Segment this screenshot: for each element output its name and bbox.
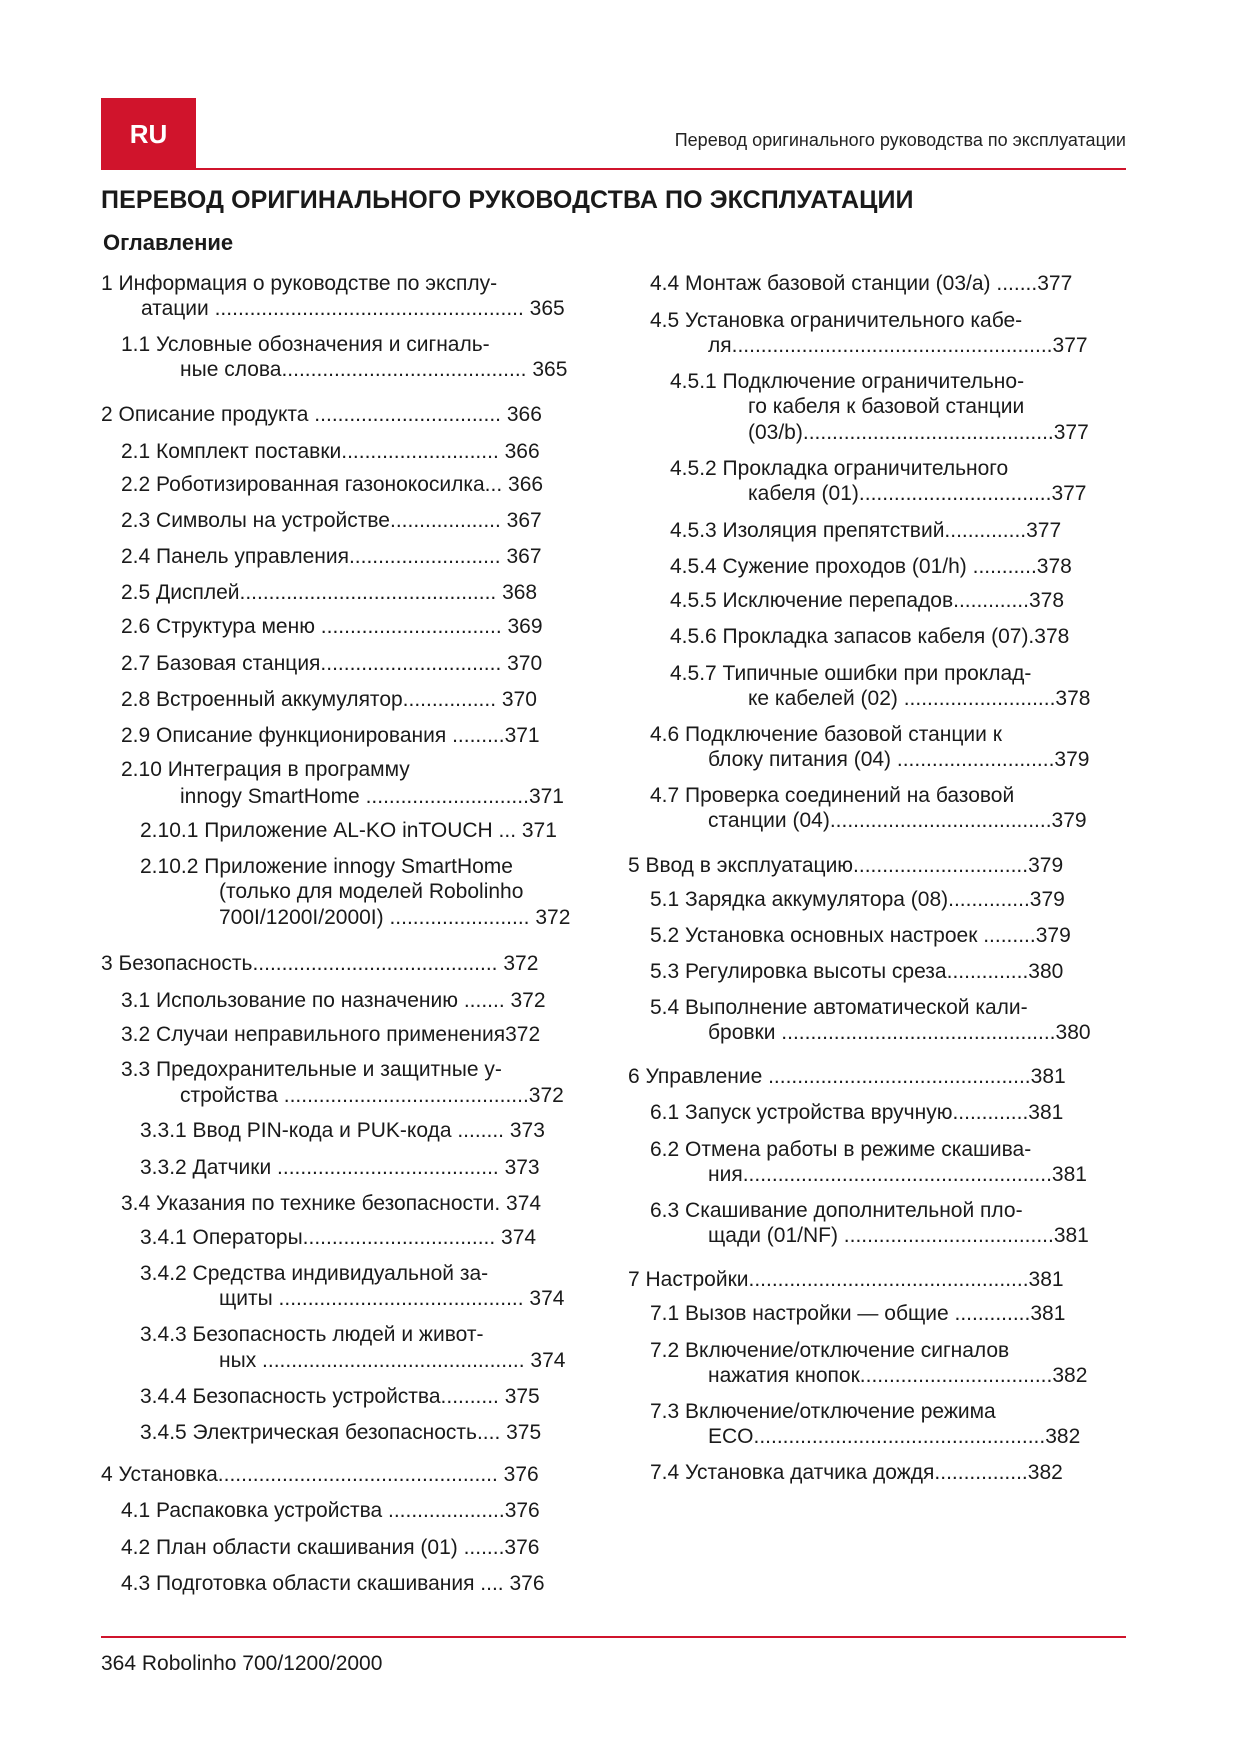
toc-entry[interactable]: 4.4 Монтаж базовой станции (03/a) .......377 (650, 272, 1073, 295)
toc-entry[interactable]: 4.7 Проверка соединений на базовой (650, 784, 1015, 807)
toc-entry[interactable]: 2.9 Описание функционирования .........371 (121, 724, 540, 747)
toc-entry[interactable]: 4.5.5 Исключение перепадов.............378 (670, 589, 1064, 612)
toc-entry[interactable]: 3.4.1 Операторы................................. 374 (140, 1226, 537, 1249)
toc-entry-cont[interactable]: ные слова.......................................... 365 (180, 358, 568, 381)
toc-entry-cont[interactable]: щади (01/NF) ....................................381 (708, 1224, 1089, 1247)
toc-entry[interactable]: 3 Безопасность.......................................... 372 (101, 952, 539, 975)
toc-entry-cont[interactable]: бровки ...............................................380 (708, 1021, 1091, 1044)
toc-entry[interactable]: 3.1 Использование по назначению ....... 372 (121, 989, 546, 1012)
toc-entry[interactable]: 4.5.1 Подключение ограничительно- (670, 370, 1025, 393)
toc-entry[interactable]: 4.5.7 Типичные ошибки при проклад- (670, 662, 1032, 685)
toc-entry[interactable]: 4.1 Распаковка устройства ....................376 (121, 1499, 540, 1522)
toc-entry-cont[interactable]: ля.......................................................377 (708, 334, 1088, 357)
toc-entry[interactable]: 5.3 Регулировка высоты среза..............380 (650, 960, 1064, 983)
toc-entry[interactable]: 6.2 Отмена работы в режиме скашива- (650, 1138, 1032, 1161)
toc-entry[interactable]: 3.3.2 Датчики ...................................... 373 (140, 1156, 540, 1179)
toc-entry[interactable]: 1.1 Условные обозначения и сигналь- (121, 333, 490, 356)
toc-entry[interactable]: 5.4 Выполнение автоматической кали- (650, 996, 1028, 1019)
toc-entry[interactable]: 6 Управление .............................................381 (628, 1065, 1066, 1088)
toc-entry[interactable]: 2.1 Комплект поставки........................... 366 (121, 440, 540, 463)
toc-entry[interactable]: 4.5 Установка ограничительного кабе- (650, 309, 1023, 332)
toc-entry[interactable]: 7.2 Включение/отключение сигналов (650, 1339, 1010, 1362)
toc-entry[interactable]: 2.8 Встроенный аккумулятор................ 370 (121, 688, 537, 711)
language-tab: RU (101, 98, 196, 170)
toc-entry[interactable]: 4.5.3 Изоляция препятствий..............377 (670, 519, 1062, 542)
toc-entry[interactable]: 3.4.3 Безопасность людей и живот- (140, 1323, 484, 1346)
page-footer: 364 Robolinho 700/1200/2000 (101, 1652, 383, 1675)
toc-entry[interactable]: 4.2 План области скашивания (01) .......376 (121, 1536, 540, 1559)
toc-entry-cont[interactable]: (только для моделей Robolinho (219, 880, 524, 903)
toc-entry[interactable]: 2.4 Панель управления.......................... 367 (121, 545, 542, 568)
toc-entry[interactable]: 4.5.4 Сужение проходов (01/h) ...........378 (670, 555, 1072, 578)
page-title: ПЕРЕВОД ОРИГИНАЛЬНОГО РУКОВОДСТВА ПО ЭКСПЛУАТАЦИИ (101, 186, 914, 214)
toc-entry[interactable]: 2.10.1 Приложение AL-KO inTOUCH ... 371 (140, 819, 557, 842)
toc-entry[interactable]: 7.1 Вызов настройки — общие .............381 (650, 1302, 1066, 1325)
toc-heading: Оглавление (103, 230, 234, 255)
toc-entry[interactable]: 1 Информация о руководстве по эксплу- (101, 272, 498, 295)
toc-entry[interactable]: 2.3 Символы на устройстве................... 367 (121, 509, 542, 532)
toc-entry[interactable]: 2.7 Базовая станция............................... 370 (121, 652, 543, 675)
toc-entry-cont[interactable]: нажатия кнопок.................................382 (708, 1364, 1088, 1387)
toc-entry[interactable]: 4.3 Подготовка области скашивания .... 376 (121, 1572, 545, 1595)
toc-entry-cont[interactable]: щиты .......................................... 374 (219, 1287, 565, 1310)
toc-entry-cont[interactable]: ния.....................................................381 (708, 1163, 1087, 1186)
toc-entry[interactable]: 3.4.2 Средства индивидуальной за- (140, 1262, 489, 1285)
toc-entry-cont[interactable]: атации ..................................................... 365 (141, 297, 565, 320)
toc-entry[interactable]: 6.3 Скашивание дополнительной пло- (650, 1199, 1023, 1222)
toc-entry-cont[interactable]: станции (04)......................................379 (708, 809, 1087, 832)
toc-entry-cont[interactable]: (03/b)...........................................377 (748, 421, 1089, 444)
toc-entry-cont[interactable]: innogy SmartHome ............................371 (180, 785, 564, 808)
toc-entry[interactable]: 6.1 Запуск устройства вручную.............381 (650, 1101, 1064, 1124)
toc-entry[interactable]: 4.6 Подключение базовой станции к (650, 723, 1002, 746)
footer-rule (101, 1636, 1126, 1638)
toc-entry[interactable]: 2.10.2 Приложение innogy SmartHome (140, 855, 513, 878)
toc-entry[interactable]: 2.6 Структура меню ............................... 369 (121, 615, 543, 638)
toc-entry[interactable]: 2 Описание продукта ................................ 366 (101, 403, 542, 426)
toc-entry-cont[interactable]: ке кабелей (02) ..........................378 (748, 687, 1091, 710)
toc-entry[interactable]: 7 Настройки................................................381 (628, 1268, 1064, 1291)
toc-entry[interactable]: 7.4 Установка датчика дождя................382 (650, 1461, 1063, 1484)
toc-entry[interactable]: 3.4 Указания по технике безопасности. 374 (121, 1192, 542, 1215)
running-header: Перевод оригинального руководства по эксплуатации (674, 130, 1126, 150)
toc-entry-cont[interactable]: блоку питания (04) ...........................379 (708, 748, 1090, 771)
toc-entry[interactable]: 4 Установка................................................ 376 (101, 1463, 539, 1486)
toc-entry[interactable]: 3.2 Случаи неправильного применения372 (121, 1023, 541, 1046)
toc-entry[interactable]: 2.10 Интеграция в программу (121, 758, 410, 781)
toc-entry[interactable]: 2.2 Роботизированная газонокосилка... 366 (121, 473, 544, 496)
toc-entry[interactable]: 4.5.6 Прокладка запасов кабеля (07).378 (670, 625, 1070, 648)
toc-entry[interactable]: 5.1 Зарядка аккумулятора (08)..............379 (650, 888, 1065, 911)
toc-entry[interactable]: 4.5.2 Прокладка ограничительного (670, 457, 1009, 480)
toc-entry[interactable]: 3.4.4 Безопасность устройства.......... 375 (140, 1385, 540, 1408)
toc-entry-cont[interactable]: кабеля (01).................................377 (748, 482, 1087, 505)
toc-entry[interactable]: 2.5 Дисплей............................................ 368 (121, 581, 538, 604)
toc-entry-cont[interactable]: ECO..................................................382 (708, 1425, 1081, 1448)
toc-entry[interactable]: 3.3.1 Ввод PIN-кода и PUK-кода ........ 373 (140, 1119, 545, 1142)
toc-entry[interactable]: 3.4.5 Электрическая безопасность.... 375 (140, 1421, 542, 1444)
toc-entry[interactable]: 7.3 Включение/отключение режима (650, 1400, 996, 1423)
toc-entry-cont[interactable]: 700I/1200I/2000I) ........................ 372 (219, 906, 571, 929)
toc-entry[interactable]: 5.2 Установка основных настроек .........379 (650, 924, 1071, 947)
header-rule (101, 168, 1126, 170)
toc-entry-cont[interactable]: го кабеля к базовой станции (748, 395, 1025, 418)
toc-entry[interactable]: 5 Ввод в эксплуатацию..............................379 (628, 854, 1064, 877)
toc-entry-cont[interactable]: стройства ..........................................372 (180, 1084, 564, 1107)
toc-entry-cont[interactable]: ных ............................................. 374 (219, 1349, 566, 1372)
toc-entry[interactable]: 3.3 Предохранительные и защитные у- (121, 1058, 502, 1081)
